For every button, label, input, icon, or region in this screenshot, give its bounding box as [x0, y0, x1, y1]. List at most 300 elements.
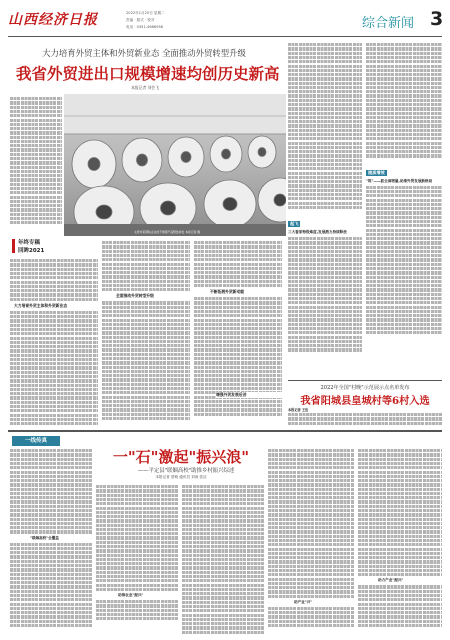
body-text-line: [288, 159, 362, 162]
body-text-line: [358, 539, 442, 542]
body-text-line: [10, 183, 62, 186]
body-text-line: [358, 573, 442, 576]
body-text-line: [288, 120, 362, 123]
body-text-line: [268, 539, 354, 542]
body-text-line: [10, 341, 98, 344]
body-text-line: [194, 348, 282, 351]
body-text-line: [10, 272, 98, 275]
badge-subtitle: 回眸2021: [18, 248, 45, 254]
body-text-line: [268, 453, 354, 456]
body-text-line: [10, 354, 98, 357]
body-text-line: [10, 153, 62, 156]
body-text-line: [366, 112, 442, 115]
body-text-line: [182, 528, 264, 531]
body-text-line: [194, 344, 282, 347]
body-text-line: [268, 488, 354, 491]
body-text-line: [182, 549, 264, 552]
body-text-line: [194, 340, 282, 343]
body-text-line: [10, 505, 92, 508]
body-text-line: [366, 82, 442, 85]
body-text-line: [10, 414, 98, 417]
body-text-line: [10, 577, 92, 580]
body-text-line: [96, 562, 178, 565]
body-text-line: [268, 590, 354, 593]
body-text-line: [96, 584, 178, 587]
body-text-line: [10, 379, 98, 382]
body-text-line: [102, 314, 190, 317]
masthead-rule: [8, 36, 442, 37]
body-text-line: [10, 144, 62, 147]
body-text-line: [96, 613, 178, 616]
body-text-line: [10, 213, 62, 216]
body-text-line: [194, 323, 282, 326]
body-text-line: [10, 97, 62, 100]
body-text-line: [102, 319, 190, 322]
feature-col-1: [10, 448, 92, 636]
body-text-line: [288, 167, 362, 170]
body-text-line: [10, 131, 62, 134]
body-text-line: [268, 548, 354, 551]
body-text-line: [102, 284, 190, 287]
page-number: 3: [430, 8, 444, 30]
body-text-line: [10, 409, 98, 412]
body-text-line: [366, 137, 442, 140]
body-text-line: [10, 384, 98, 387]
body-text-line: [182, 609, 264, 612]
body-text-line: [10, 471, 92, 474]
body-text-line: [102, 378, 190, 381]
body-text-line: [366, 267, 442, 270]
body-text-line: [10, 547, 92, 550]
feature-subhead-2: 助推农业"振兴": [118, 593, 144, 598]
body-text-line: [102, 258, 190, 261]
body-text-line: [268, 513, 354, 516]
body-text-line: [182, 494, 264, 497]
body-text-line: [194, 280, 282, 283]
body-text-line: [288, 271, 362, 274]
body-text-line: [182, 502, 264, 505]
body-text-line: [96, 524, 178, 527]
body-text-line: [358, 500, 442, 503]
body-text-line: [366, 199, 442, 202]
body-text-line: [288, 193, 362, 196]
body-text-line: [96, 494, 178, 497]
body-text-line: [268, 582, 354, 585]
body-text-line: [366, 65, 442, 68]
body-text-line: [358, 530, 442, 533]
body-text-line: [102, 387, 190, 390]
body-text-line: [358, 509, 442, 512]
body-text-line: [194, 353, 282, 356]
body-text-line: [366, 43, 442, 46]
body-text-line: [10, 488, 92, 491]
body-text-line: [358, 513, 442, 516]
body-text-line: [366, 241, 442, 244]
body-text-line: [102, 344, 190, 347]
body-text-line: [288, 82, 362, 85]
body-text-line: [288, 52, 362, 55]
steel-coils-illustration: [64, 94, 286, 236]
body-text-line: [182, 554, 264, 557]
body-text-line: [194, 301, 282, 304]
body-text-line: [10, 358, 98, 361]
body-text-line: [358, 620, 442, 623]
body-text-line: [102, 267, 190, 270]
body-text-line: [10, 607, 92, 610]
body-text-line: [288, 112, 362, 115]
body-text-line: [182, 571, 264, 574]
body-text-line: [366, 331, 442, 334]
body-text-line: [10, 140, 62, 143]
body-text-line: [182, 498, 264, 501]
masthead-phone: 电话 · 0351-4666956: [126, 25, 164, 29]
body-text-line: [288, 306, 362, 309]
body-text-line: [182, 588, 264, 591]
body-text-line: [194, 275, 282, 278]
body-text-line: [366, 116, 442, 119]
body-text-line: [10, 119, 62, 122]
body-text-line: [182, 536, 264, 539]
body-text-line: [96, 515, 178, 518]
body-text-line: [10, 319, 98, 322]
body-text-line: [366, 73, 442, 76]
body-text-line: [10, 624, 92, 627]
body-text-line: [268, 500, 354, 503]
body-text-line: [358, 598, 442, 601]
body-text-line: [10, 221, 62, 224]
body-text-line: [96, 604, 178, 607]
body-text-line: [268, 578, 354, 581]
badge-bar: [12, 239, 15, 253]
body-text-line: [366, 229, 442, 232]
feature-col-3: [182, 484, 264, 636]
body-text-line: [366, 203, 442, 206]
feature-byline: 本报记者 蔡萌 通讯员 刘涛 张洁: [155, 475, 207, 479]
body-text-line: [102, 396, 190, 399]
body-text-line: [10, 396, 98, 399]
body-text-line: [288, 129, 362, 132]
masthead-editor: 责编 · 版式 · 校对: [126, 18, 155, 22]
body-text-line: [10, 315, 98, 318]
village-byline: 本报记者 王佳: [288, 408, 309, 412]
year-end-badge: [12, 238, 60, 254]
body-text-line: [366, 207, 442, 210]
body-text-line: [10, 289, 98, 292]
body-text-line: [288, 172, 362, 175]
body-text-line: [182, 584, 264, 587]
body-text-line: [96, 588, 178, 591]
body-text-line: [10, 110, 62, 113]
body-text-line: [96, 541, 178, 544]
lead-kicker: 大力培育外贸主体和外贸新业态 全面推动外贸转型升级: [42, 48, 246, 58]
body-text-line: [10, 475, 92, 478]
body-text-line: [268, 496, 354, 499]
body-text-line: [182, 489, 264, 492]
body-text-line: [288, 344, 362, 347]
body-text-line: [268, 586, 354, 589]
body-text-line: [194, 400, 282, 403]
body-text-line: [102, 404, 190, 407]
body-text-line: [366, 310, 442, 313]
body-text-line: [10, 462, 92, 465]
body-text-line: [358, 483, 442, 486]
body-text-line: [194, 258, 282, 261]
body-text-line: [268, 492, 354, 495]
body-text-line: [10, 148, 62, 151]
body-text-line: [268, 462, 354, 465]
lead-subhead-2: 全面推动外贸转型升级: [116, 293, 154, 299]
body-text-line: [268, 573, 354, 576]
section-name: 综合新闻: [362, 16, 415, 31]
body-text-line: [366, 107, 442, 110]
body-text-line: [288, 124, 362, 127]
body-text-line: [288, 163, 362, 166]
body-text-line: [10, 479, 92, 482]
body-text-line: [10, 328, 98, 331]
body-text-line: [194, 378, 282, 381]
body-text-line: [268, 458, 354, 461]
body-text-line: [10, 371, 98, 374]
body-text-line: [96, 571, 178, 574]
body-text-line: [10, 449, 92, 452]
body-text-line: [182, 622, 264, 625]
body-text-line: [358, 518, 442, 521]
feature-col-4: [268, 448, 354, 636]
body-text-line: [288, 297, 362, 300]
masthead: [8, 8, 442, 35]
body-text-line: [10, 492, 92, 495]
body-text-line: [102, 391, 190, 394]
body-text-line: [10, 174, 62, 177]
body-text-line: [268, 624, 354, 627]
body-text-line: [268, 615, 354, 618]
body-text-line: [288, 180, 362, 183]
body-text-line: [366, 94, 442, 97]
body-text-line: [102, 254, 190, 257]
body-text-line: [194, 271, 282, 274]
lead-photo: [64, 94, 286, 236]
body-text-line: [366, 60, 442, 63]
body-text-line: [102, 263, 190, 266]
right-badge: 提质增效: [368, 169, 385, 175]
body-text-line: [10, 191, 62, 194]
body-text-line: [194, 370, 282, 373]
body-text-line: [366, 90, 442, 93]
body-text-line: [10, 555, 92, 558]
body-text-line: [10, 127, 62, 130]
body-text-line: [102, 361, 190, 364]
body-text-line: [10, 200, 62, 203]
body-text-line: [366, 146, 442, 149]
body-text-line: [194, 284, 282, 287]
body-text-line: [288, 323, 362, 326]
lead-col-4: [194, 240, 282, 428]
body-text-line: [102, 310, 190, 313]
feature-label-text: 一线传真: [24, 438, 47, 444]
body-text-line: [288, 318, 362, 321]
body-text-line: [268, 471, 354, 474]
body-text-line: [10, 581, 92, 584]
body-text-line: [96, 519, 178, 522]
body-text-line: [96, 511, 178, 514]
body-text-line: [102, 323, 190, 326]
body-text-line: [288, 267, 362, 270]
badge-title: 年终专稿: [18, 240, 41, 246]
body-text-line: [366, 280, 442, 283]
body-text-line: [288, 336, 362, 339]
body-text-line: [182, 485, 264, 488]
body-text-line: [268, 556, 354, 559]
body-text-line: [366, 120, 442, 123]
body-text-line: [194, 331, 282, 334]
body-text-line: [268, 522, 354, 525]
body-text-line: [102, 241, 190, 244]
body-text-line: [268, 595, 354, 598]
body-text-line: [288, 276, 362, 279]
body-text-line: [182, 614, 264, 617]
body-text-line: [10, 453, 92, 456]
body-text-line: [102, 301, 190, 304]
body-text-line: [288, 197, 362, 200]
feature-col-2: [96, 484, 178, 636]
body-text-line: [288, 184, 362, 187]
body-text-line: [358, 475, 442, 478]
body-text-line: [10, 196, 62, 199]
body-text-line: [102, 245, 190, 248]
body-text-line: [194, 361, 282, 364]
body-text-line: [366, 186, 442, 189]
body-text-line: [358, 535, 442, 538]
body-text-line: [102, 340, 190, 343]
body-text-line: [194, 383, 282, 386]
body-text-line: [268, 483, 354, 486]
body-text-line: [102, 417, 190, 420]
body-text-line: [10, 543, 92, 546]
body-text-line: [10, 509, 92, 512]
village-small-title: 2022年全国"村晚"示范展示点名单发布: [320, 385, 410, 391]
feature-label: [12, 436, 60, 446]
body-text-line: [10, 106, 62, 109]
lead-subhead-4: 增强外贸发展后劲: [216, 392, 282, 398]
body-text-line: [288, 47, 362, 50]
body-text-line: [10, 585, 92, 588]
lead-subhead-1: 大力培育外贸主体和外贸新业态: [14, 302, 68, 308]
body-text-line: [10, 166, 62, 169]
body-text-line: [366, 276, 442, 279]
body-text-line: [10, 101, 62, 104]
body-text-line: [96, 617, 178, 620]
body-text-line: [358, 569, 442, 572]
body-text-line: [366, 301, 442, 304]
body-text-line: [10, 345, 98, 348]
body-text-line: [288, 202, 362, 205]
body-text-line: [288, 417, 442, 420]
body-text-line: [358, 479, 442, 482]
body-text-line: [366, 124, 442, 127]
body-text-line: [10, 551, 92, 554]
body-text-line: [10, 603, 92, 606]
body-text-line: [366, 250, 442, 253]
body-text-line: [182, 524, 264, 527]
body-text-line: [182, 562, 264, 565]
body-text-line: [10, 573, 92, 576]
body-text-line: [366, 314, 442, 317]
body-text-line: [10, 268, 98, 271]
body-text-line: [10, 483, 92, 486]
body-text-line: [358, 615, 442, 618]
body-text-line: [10, 405, 98, 408]
feature-subhead-3: 助产业"兴": [294, 599, 313, 604]
body-text-line: [194, 366, 282, 369]
body-text-line: [358, 552, 442, 555]
body-text-line: [288, 301, 362, 304]
body-text-line: [102, 374, 190, 377]
body-text-line: [288, 237, 362, 240]
body-text-line: [182, 605, 264, 608]
body-text-line: [102, 280, 190, 283]
body-text-line: [10, 568, 92, 571]
body-text-line: [366, 224, 442, 227]
body-text-line: [10, 590, 92, 593]
body-text-line: [288, 413, 442, 416]
body-text-line: [288, 254, 362, 257]
right-col-b: [366, 42, 442, 377]
body-text-line: [366, 47, 442, 50]
body-text-line: [358, 496, 442, 499]
body-text-line: [288, 60, 362, 63]
body-text-line: [10, 217, 62, 220]
body-text-line: [182, 558, 264, 561]
lead-subhead-4-wrap: [194, 392, 282, 398]
body-text-line: [288, 241, 362, 244]
body-text-line: [358, 449, 442, 452]
body-text-line: [288, 103, 362, 106]
body-text-line: [182, 515, 264, 518]
body-text-line: [288, 107, 362, 110]
body-text-line: [10, 170, 62, 173]
body-text-line: [10, 208, 62, 211]
body-text-line: [366, 77, 442, 80]
body-text-line: [10, 362, 98, 365]
body-text-line: [10, 332, 98, 335]
body-text-line: [288, 99, 362, 102]
body-text-line: [366, 211, 442, 214]
body-text-line: [288, 94, 362, 97]
body-text-line: [366, 86, 442, 89]
body-text-line: [96, 536, 178, 539]
body-text-line: [358, 543, 442, 546]
body-text-line: [268, 552, 354, 555]
body-text-line: [194, 357, 282, 360]
body-text-line: [10, 349, 98, 352]
body-text-line: [288, 263, 362, 266]
body-text-line: [194, 408, 282, 411]
body-text-line: [288, 69, 362, 72]
body-text-line: [102, 306, 190, 309]
body-text-line: [10, 178, 62, 181]
body-text-line: [288, 314, 362, 317]
body-text-line: [194, 297, 282, 300]
body-text-line: [288, 116, 362, 119]
body-text-line: [366, 293, 442, 296]
body-text-line: [10, 136, 62, 139]
body-text-line: [194, 254, 282, 257]
body-text-line: [268, 535, 354, 538]
body-text-line: [10, 311, 98, 314]
body-text-line: [366, 216, 442, 219]
right-subhead-3: "筑"——抓全面增量,助推外贸发展新格局: [366, 178, 433, 183]
body-text-line: [288, 246, 362, 249]
